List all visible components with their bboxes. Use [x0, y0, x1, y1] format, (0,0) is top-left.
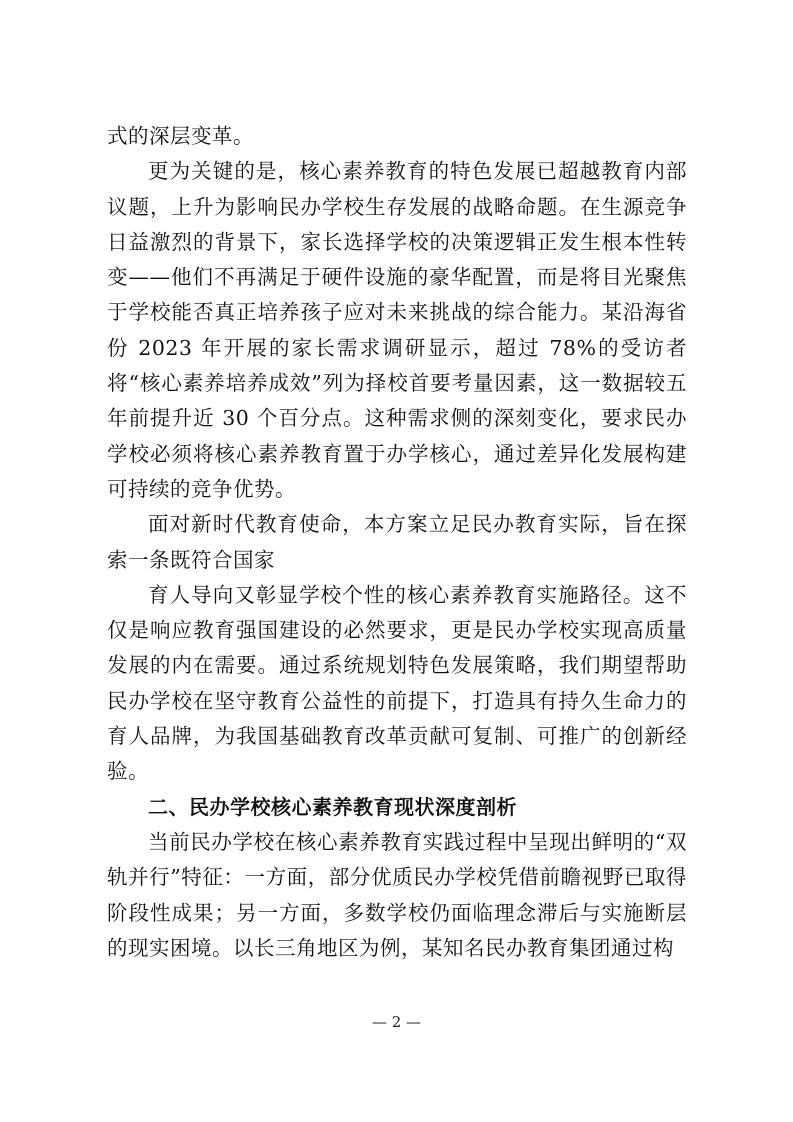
paragraph-strategic-importance: 更为关键的是，核心素养教育的特色发展已超越教育内部议题，上升为影响民办学校生存发展的战略命题。在生源竞争日益激烈的背景下，家长选择学校的决策逻辑正发生根本性转变——他们不再满足于硬件设施的豪华配置，而是将目光聚焦于学校能否真正培养孩子应对未来挑战的综合能力。某沿海省份 2023 年开展的家长需求调研显示，超过 78%的受访者将“核心素养培养成效”列为择校首要考量因素，这一数据较五年前提升近 30 个百分点。这种需求侧的深刻变化，要求民办学校必须将核心素养教育置于办学核心，通过差异化发展构建可持续的竞争优势。: [107, 159, 687, 501]
body-text: [107, 119, 687, 966]
paragraph-continuation: 式的深层变革。: [107, 124, 254, 148]
paragraph-implementation-path: 育人导向又彰显学校个性的核心素养教育实施路径。这不仅是响应教育强国建设的必然要求，更是民办学校实现高质量发展的内在需要。通过系统规划特色发展策略，我们期望帮助民办学校在坚守教育公益性的前提下，打造具有持久生命力的育人品牌，为我国基础教育改革贡献可复制、可推广的创新经验。: [107, 582, 687, 784]
section-heading: 二、民办学校核心素养教育现状深度剖析: [148, 794, 517, 819]
paragraph-current-status: 当前民办学校在核心素养教育实践过程中呈现出鲜明的“双轨并行”特征：一方面，部分优质民办学校凭借前瞻视野已取得阶段性成果；另一方面，多数学校仍面临理念滞后与实施断层的现实困境。以长三角地区为例，某知名民办教育集团通过构: [107, 829, 687, 960]
paragraph-mission: 面对新时代教育使命，本方案立足民办教育实际，旨在探索一条既符合国家: [107, 512, 687, 572]
page-number: — 2 —: [371, 1013, 422, 1031]
